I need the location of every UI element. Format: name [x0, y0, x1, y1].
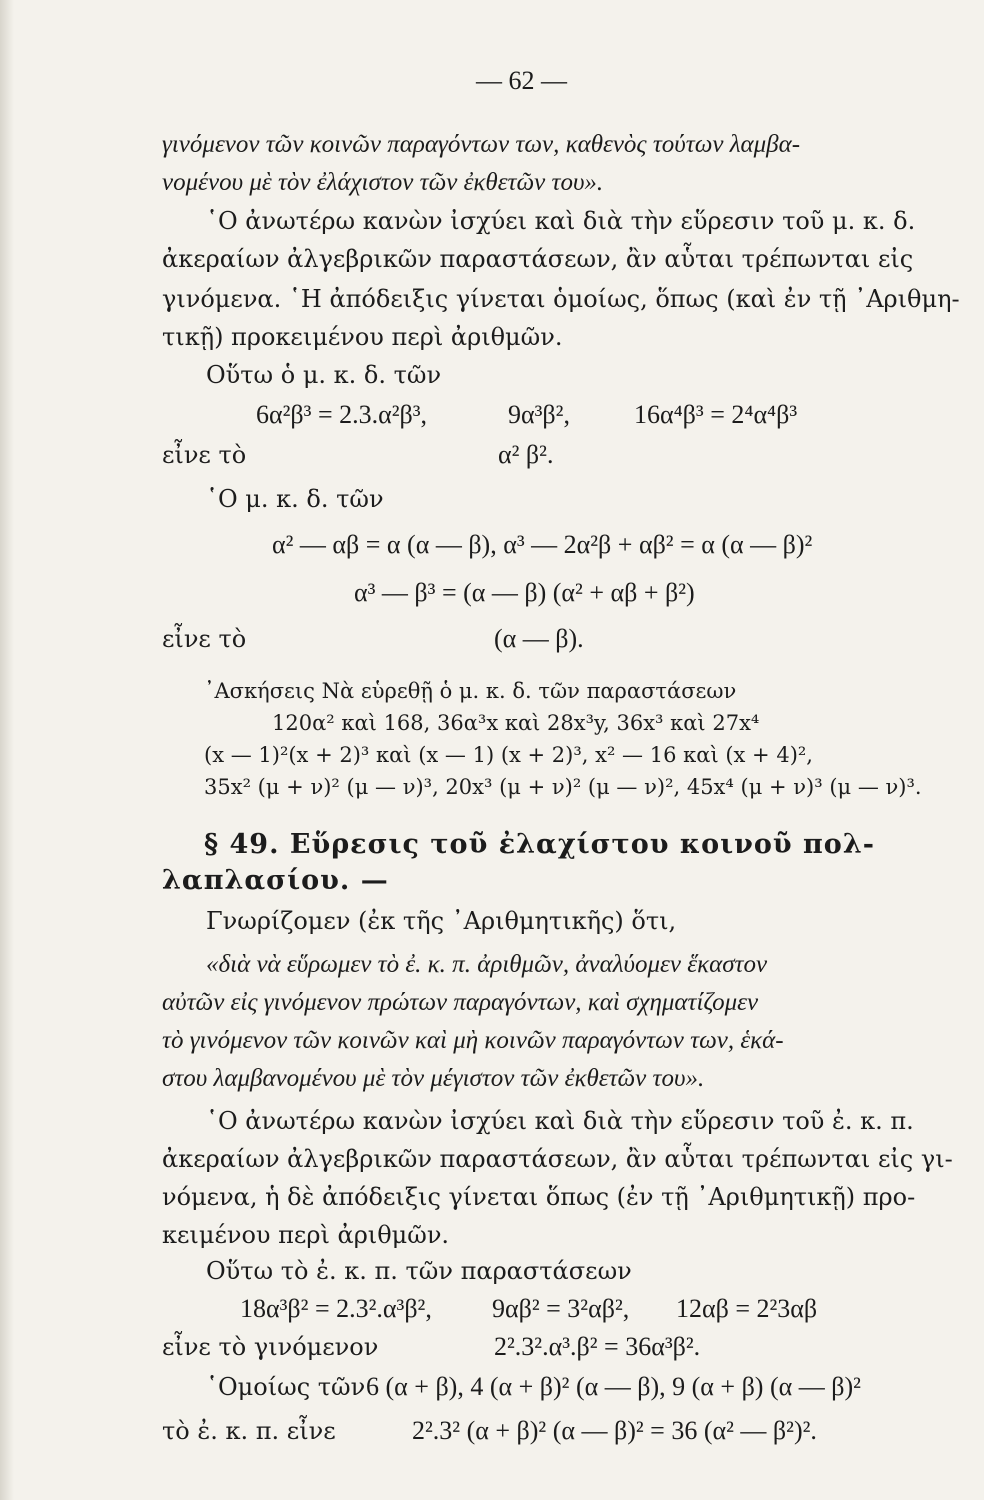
- text-line: ἀκεραίων ἀλγεβρικῶν παραστάσεων, ἂν αὗται τρέπωνται εἰς: [162, 245, 914, 273]
- text-line: κειμένου περὶ ἀριθμῶν.: [162, 1221, 450, 1249]
- equation: α² — αβ = α (α — β), α³ — 2α²β + αβ² = α (α — β)²: [272, 530, 813, 559]
- text-line: ῾Ο ἀνωτέρω κανὼν ἰσχύει καὶ διὰ τὴν εὕρεσιν τοῦ μ. κ. δ.: [206, 207, 916, 235]
- text-line: ῾Ο μ. κ. δ. τῶν: [206, 485, 384, 513]
- equation: (α — β).: [494, 624, 584, 653]
- equation: 9αβ² = 3²αβ²,: [492, 1294, 630, 1323]
- page-number: — 62 —: [476, 66, 567, 95]
- exercise-line: 35x² (μ + ν)² (μ — ν)³, 20x³ (μ + ν)² (μ — ν)², 45x⁴ (μ + ν)³ (μ — ν)³.: [204, 775, 922, 799]
- text-line: τὸ γινόμενον τῶν κοινῶν καὶ μὴ κοινῶν παραγόντων των, ἑκά-: [162, 1027, 784, 1054]
- exercise-heading: ᾽Ασκήσεις Νὰ εὑρεθῇ ὁ μ. κ. δ. τῶν παραστάσεων: [204, 679, 737, 703]
- text-line: εἶνε τὸ γινόμενον: [162, 1333, 379, 1361]
- exercise-line: 120α² καὶ 168, 36α³x καὶ 28x³y, 36x³ καὶ 27x⁴: [272, 711, 760, 735]
- text-line: Γνωρίζομεν (ἐκ τῆς ᾽Αριθμητικῆς) ὅτι,: [206, 907, 677, 935]
- text-line: εἶνε τὸ: [162, 625, 247, 653]
- equation: 2².3².α³.β² = 36α³β².: [494, 1332, 701, 1361]
- text-line: τικῇ) προκειμένου περὶ ἀριθμῶν.: [162, 323, 563, 351]
- text-line: αὐτῶν εἰς γινόμενον πρώτων παραγόντων, καὶ σχηματίζομεν: [162, 989, 759, 1016]
- equation: 12αβ = 2²3αβ: [676, 1294, 818, 1323]
- section-heading: § 49. Εὕρεσις τοῦ ἐλαχίστου κοινοῦ πολ-: [204, 829, 875, 860]
- text-line: ῾Ομοίως τῶν: [206, 1373, 366, 1401]
- text-line: «διὰ νὰ εὕρωμεν τὸ ἐ. κ. π. ἀριθμῶν, ἀναλύομεν ἕκαστον: [206, 951, 768, 978]
- text-line: τὸ ἐ. κ. π. εἶνε: [162, 1417, 336, 1445]
- text-line: νομένου μὲ τὸν ἐλάχιστον τῶν ἐκθετῶν του».: [162, 169, 604, 196]
- text-line: γινόμενα. ῾Η ἀπόδειξις γίνεται ὁμοίως, ὅπως (καὶ ἐν τῇ ᾽Αριθμη-: [162, 285, 960, 313]
- text-line: στου λαμβανομένου μὲ τὸν μέγιστον τῶν ἐκθετῶν του».: [162, 1065, 705, 1092]
- page-edge-shadow: [0, 0, 14, 1500]
- text-line: Οὕτω τὸ ἐ. κ. π. τῶν παραστάσεων: [206, 1257, 632, 1285]
- text-line: γινόμενον τῶν κοινῶν παραγόντων των, καθενὸς τούτων λαμβα-: [162, 131, 801, 158]
- equation: 6α²β³ = 2.3.α²β³,: [256, 400, 428, 429]
- exercise-line: (x — 1)²(x + 2)³ καὶ (x — 1) (x + 2)³, x² — 16 καὶ (x + 4)²,: [204, 743, 813, 767]
- text-line: εἶνε τὸ: [162, 441, 247, 469]
- equation: 18α³β² = 2.3².α³β²,: [240, 1294, 432, 1323]
- section-heading: λαπλασίου. —: [162, 865, 389, 896]
- equation: 9α³β²,: [508, 400, 570, 429]
- text-line: Οὕτω ὁ μ. κ. δ. τῶν: [206, 361, 442, 389]
- equation: α² β².: [498, 440, 554, 469]
- text-line: νόμενα, ἡ δὲ ἀπόδειξις γίνεται ὅπως (ἐν τῇ ᾽Αριθμητικῇ) προ-: [162, 1183, 916, 1211]
- equation: α³ — β³ = (α — β) (α² + αβ + β²): [354, 578, 695, 607]
- text-line: ῾Ο ἀνωτέρω κανὼν ἰσχύει καὶ διὰ τὴν εὕρεσιν τοῦ ἐ. κ. π.: [206, 1107, 914, 1135]
- equation: 2².3² (α + β)² (α — β)² = 36 (α² — β²)².: [412, 1416, 817, 1445]
- equation: 16α⁴β³ = 2⁴α⁴β³: [634, 400, 798, 429]
- text-line: ἀκεραίων ἀλγεβρικῶν παραστάσεων, ἂν αὗται τρέπωνται εἰς γι-: [162, 1145, 953, 1173]
- equation: 6 (α + β), 4 (α + β)² (α — β), 9 (α + β) (α — β)²: [366, 1372, 861, 1401]
